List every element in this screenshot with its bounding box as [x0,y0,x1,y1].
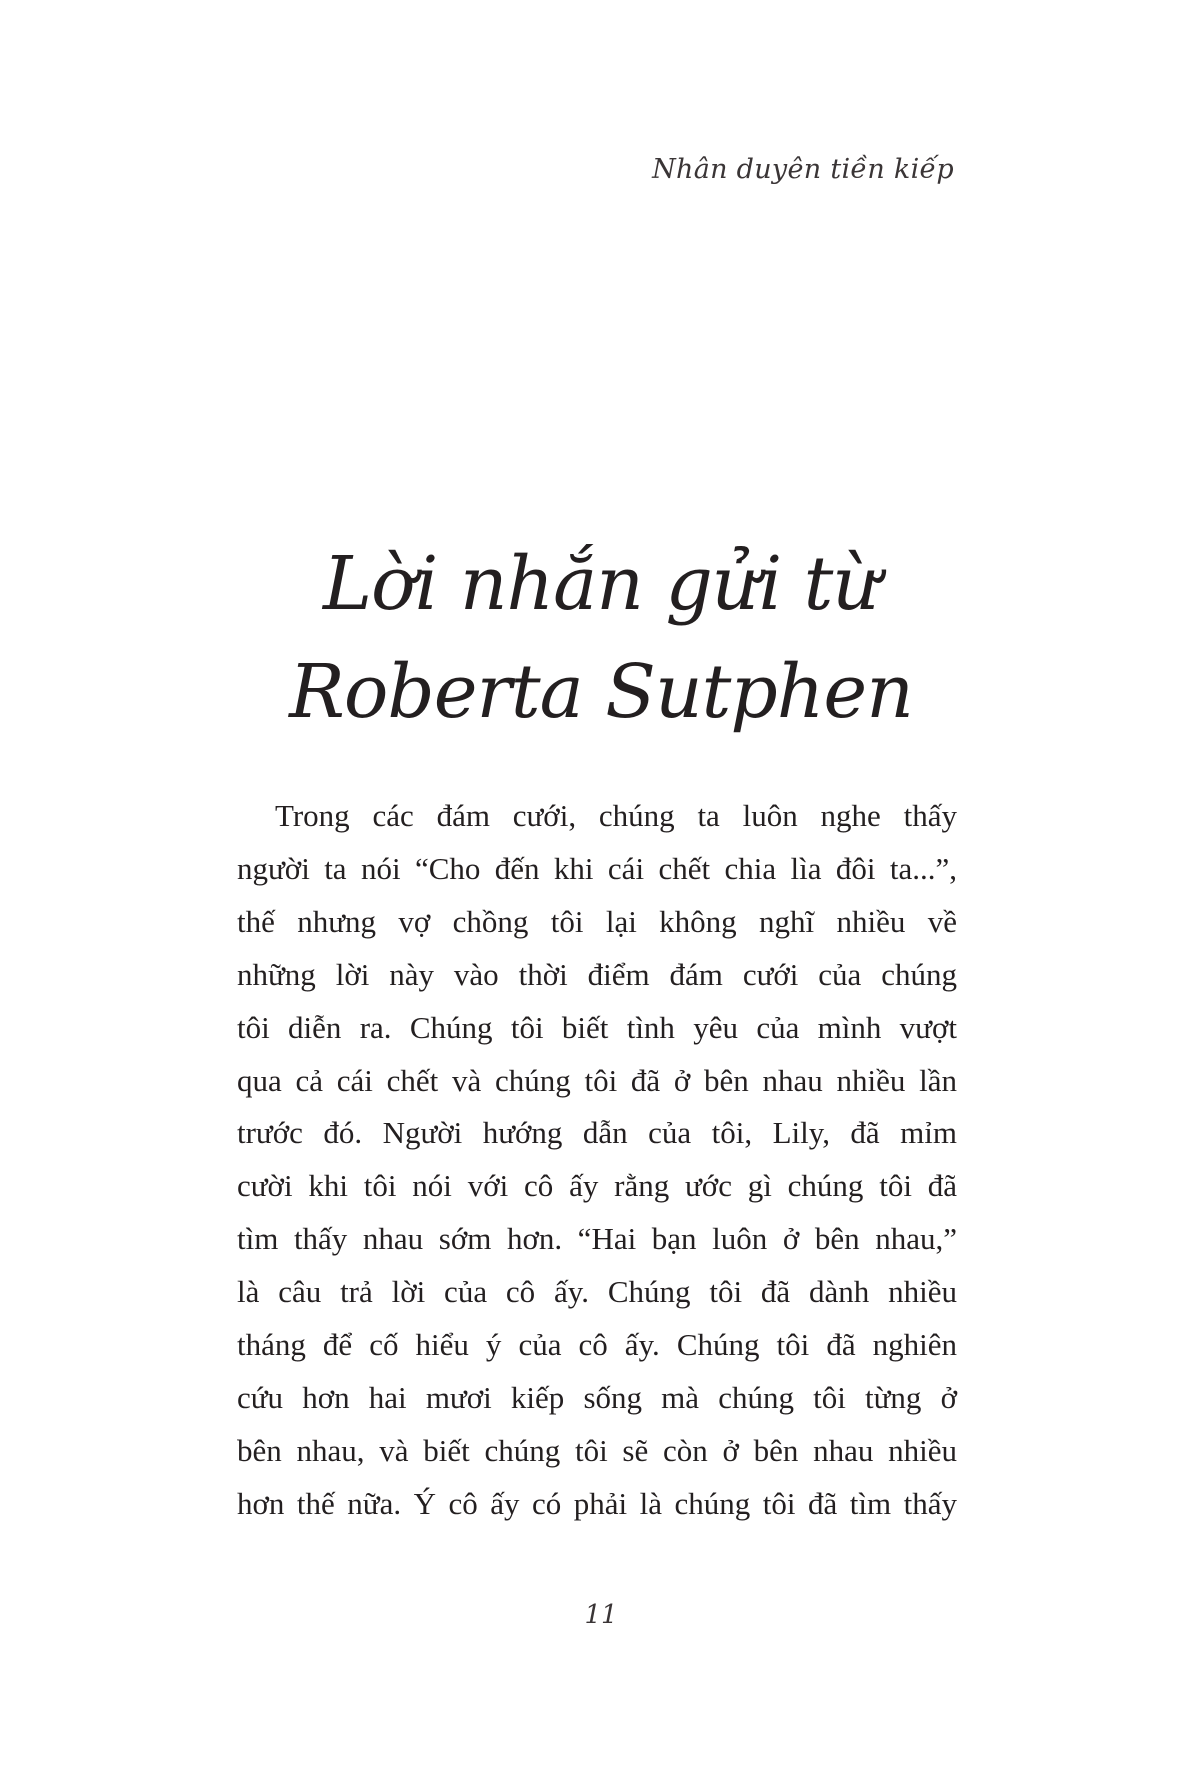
body-line: qua cả cái chết và chúng tôi đã ở bên nhau nhiều lần [237,1062,957,1098]
body-line: cứu hơn hai mươi kiếp sống mà chúng tôi từng ở [237,1379,957,1415]
body-line: thế nhưng vợ chồng tôi lại không nghĩ nhiều về [237,903,957,939]
body-line: những lời này vào thời điểm đám cưới của chúng [237,956,957,992]
chapter-title-line-1: Lời nhắn gửi từ [322,541,880,627]
chapter-title-line-2: Roberta Sutphen [289,649,913,735]
body-line: là câu trả lời của cô ấy. Chúng tôi đã dành nhiều [237,1274,957,1310]
page-number: 11 [584,1600,618,1630]
body-line: tháng để cố hiểu ý của cô ấy. Chúng tôi đã nghiên [237,1327,957,1363]
body-line: tôi diễn ra. Chúng tôi biết tình yêu của mình vượt [237,1009,957,1045]
body-line: hơn thế nữa. Ý cô ấy có phải là chúng tôi đã tìm thấy [237,1485,957,1521]
body-line: người ta nói “Cho đến khi cái chết chia lìa đôi ta...”, [237,850,957,886]
body-line: bên nhau, và biết chúng tôi sẽ còn ở bên nhau nhiều [237,1432,957,1468]
chapter-title [236,530,966,746]
body-line: cười khi tôi nói với cô ấy rằng ước gì chúng tôi đã [237,1168,957,1204]
body-line: Trong các đám cưới, chúng ta luôn nghe thấy [275,798,957,833]
body-line: trước đó. Người hướng dẫn của tôi, Lily, đã mỉm [237,1115,957,1151]
body-line: tìm thấy nhau sớm hơn. “Hai bạn luôn ở bên nhau,” [237,1221,957,1257]
running-head: Nhân duyên tiền kiếp [652,154,954,185]
body-paragraph [237,790,957,1531]
